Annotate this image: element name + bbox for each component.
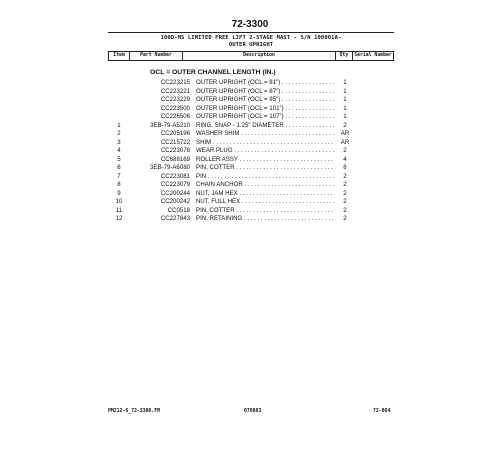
part-description: SHIM . . . [196, 139, 346, 147]
part-description: OUTER UPRIGHT (OCL = 107") . . . [196, 113, 346, 121]
quantity: 2 [335, 122, 355, 130]
column-header-qty: Qty [335, 51, 353, 61]
part-description: PIN, COTTER . . . [196, 164, 346, 172]
table-row [108, 190, 394, 198]
part-number: CC223078 [160, 147, 190, 154]
part-number: CC200242 [160, 198, 190, 205]
table-row [108, 207, 394, 215]
part-number: CC223500 [160, 104, 190, 112]
quantity: 1 [335, 96, 355, 104]
table-row [108, 147, 394, 155]
quantity: 4 [335, 156, 355, 164]
part-number: CC223081 [160, 172, 190, 180]
quantity: 2 [335, 147, 355, 155]
quantity: 8 [335, 164, 355, 172]
table-row [108, 88, 394, 96]
column-header-item: Item [108, 51, 130, 61]
column-header-description: Description [182, 51, 336, 61]
table-row [108, 164, 394, 172]
part-description: CHAIN ANCHOR . . . [196, 181, 346, 189]
part-description: ROLLER ASSY . . . [196, 156, 346, 164]
part-number: CC223215 [160, 79, 190, 86]
quantity: 1 [335, 113, 355, 121]
quantity: 2 [335, 215, 355, 223]
column-header-serial-number: Serial Number [352, 51, 394, 61]
item-number: 12 [115, 215, 123, 222]
item-number: 4 [117, 147, 121, 154]
footer-right: 72-064 [373, 409, 391, 414]
quantity: 2 [335, 181, 355, 189]
part-number: CC223221 [160, 87, 190, 95]
item-number: 3 [117, 138, 121, 146]
part-description: OUTER UPRIGHT (OCL = 101") . . . [196, 105, 346, 113]
column-header-part-number: Part Number [129, 51, 183, 61]
table-row [108, 173, 394, 181]
table-title: 100D-MS LIMITED FREE LIFT 2-STAGE MAST - S/N 100001A- [160, 35, 342, 41]
table-row [108, 113, 394, 121]
item-number: 9 [117, 189, 121, 197]
part-number: CC223079 [160, 181, 190, 188]
part-number: CC223229 [160, 96, 190, 103]
item-number: 7 [117, 172, 121, 180]
part-description: WEAR PLUG . . . [196, 147, 346, 155]
part-description: NUT, FULL HEX . . . [196, 198, 346, 206]
part-description: OUTER UPRIGHT (OCL = 87") . . . [196, 88, 346, 96]
part-number: CC205196 [160, 130, 190, 137]
quantity: AR [335, 130, 355, 138]
part-description: PIN, RETAINING . . . [196, 215, 346, 223]
quantity: 2 [335, 190, 355, 198]
item-number: 2 [117, 130, 121, 137]
part-description: OUTER UPRIGHT (OCL = 95") . . . [196, 96, 346, 104]
part-description: PIN . . . [196, 173, 346, 181]
table-row [108, 215, 394, 223]
table-row [108, 156, 394, 164]
part-number: 3EB-79-A5210 [150, 121, 190, 129]
quantity: 1 [335, 79, 355, 87]
quantity: AR [335, 139, 355, 147]
item-number: 11 [115, 206, 123, 214]
item-number: 8 [117, 181, 121, 188]
table-row [108, 130, 394, 138]
part-number: CC215722 [160, 138, 190, 146]
part-description: RING, SNAP - 1.25" DIAMETER . . . [196, 122, 346, 130]
quantity: 2 [335, 173, 355, 181]
part-description: PIN, COTTER . . . [196, 207, 346, 215]
part-description: OUTER UPRIGHT (OCL = 81") . . . [196, 79, 346, 87]
table-row [108, 198, 394, 206]
table-row [108, 139, 394, 147]
footer-center: 070803 [244, 409, 262, 414]
quantity: 2 [335, 198, 355, 206]
table-row [108, 181, 394, 189]
quantity: 2 [335, 207, 355, 215]
quantity: 1 [335, 105, 355, 113]
footer-left: PM212-6_72-3300.FM [108, 409, 160, 414]
part-number: CC200244 [160, 189, 190, 197]
part-number: CC0518 [167, 206, 190, 214]
item-number: 6 [117, 164, 121, 171]
table-row [108, 96, 394, 104]
table-row [108, 122, 394, 130]
section-heading: OCL = OUTER CHANNEL LENGTH (IN.) [150, 69, 276, 76]
part-description: NUT, JAM HEX . . . [196, 190, 346, 198]
quantity: 1 [335, 88, 355, 96]
item-number: 10 [115, 198, 123, 205]
part-number: CC688169 [160, 155, 190, 163]
part-description: WASHER SHIM . . . [196, 130, 346, 138]
item-number: 1 [117, 121, 121, 129]
table-row [108, 79, 394, 87]
part-number: CC226506 [160, 113, 190, 120]
part-number: 3EB-79-A6080 [150, 164, 190, 171]
top-rule [108, 32, 394, 33]
part-number: CC227843 [160, 215, 190, 222]
table-row [108, 105, 394, 113]
page-number: 72-3300 [231, 19, 269, 30]
table-subtitle: OUTER UPRIGHT [228, 42, 274, 48]
item-number: 5 [117, 155, 121, 163]
